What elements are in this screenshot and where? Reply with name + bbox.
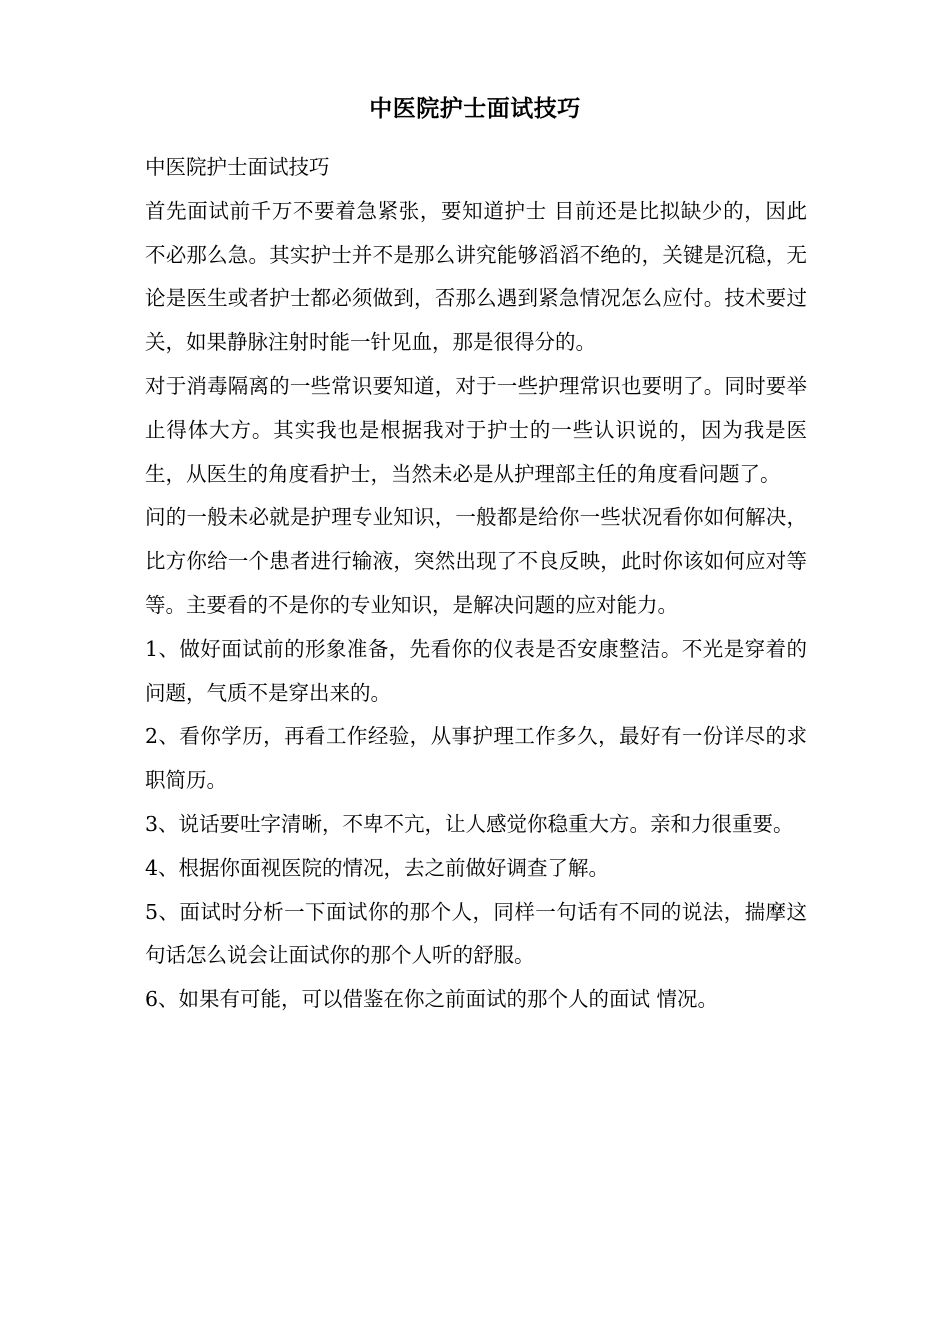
paragraph-questions: 问的一般未必就是护理专业知识，一般都是给你一些状况看你如何解决，比方你给一个患者进行输液，突然出现了不良反映，此时你该如何应对等等。主要看的不是你的专业知识，是解决问题的应对能力。 — [145, 505, 807, 617]
paragraph-disinfection: 对于消毒隔离的一些常识要知道，对于一些护理常识也要明了。同时要举止得体大方。其实我也是根据我对于护士的一些认识说的，因为我是医生，从医生的角度看护士，当然未必是从护理部主任的角度看问题了。 — [145, 373, 807, 486]
document-title: 中医院护士面试技巧 — [369, 95, 581, 122]
list-item-2: 2、看你学历，再看工作经验，从事护理工作多久，最好有一份详尽的求职简历。 — [145, 724, 807, 793]
list-item-5: 5、面试时分析一下面试你的那个人，同样一句话有不同的说法，揣摩这句话怎么说会让面试你的那个人听的舒服。 — [145, 899, 807, 968]
list-item-1: 1、做好面试前的形象准备，先看你的仪表是否安康整洁。不光是穿着的问题，气质不是穿出来的。 — [145, 636, 807, 705]
list-item-6: 6、如果有可能，可以借鉴在你之前面试的那个人的面试 情况。 — [145, 987, 719, 1012]
list-item-4: 4、根据你面视医院的情况，去之前做好调查了解。 — [145, 855, 610, 880]
document-body — [145, 146, 807, 1022]
list-item-3: 3、说话要吐字清晰，不卑不亢，让人感觉你稳重大方。亲和力很重要。 — [145, 811, 794, 836]
paragraph-intro: 首先面试前千万不要着急紧张，要知道护士 目前还是比拟缺少的，因此不必那么急。其实护士并不是那么讲究能够滔滔不绝的，关键是沉稳，无论是医生或者护士都必须做到，否那么遇到紧急情况怎么应付。技术要过关，如果静脉注射时能一针见血，那是很得分的。 — [145, 198, 807, 355]
subtitle-paragraph: 中医院护士面试技巧 — [145, 155, 330, 179]
